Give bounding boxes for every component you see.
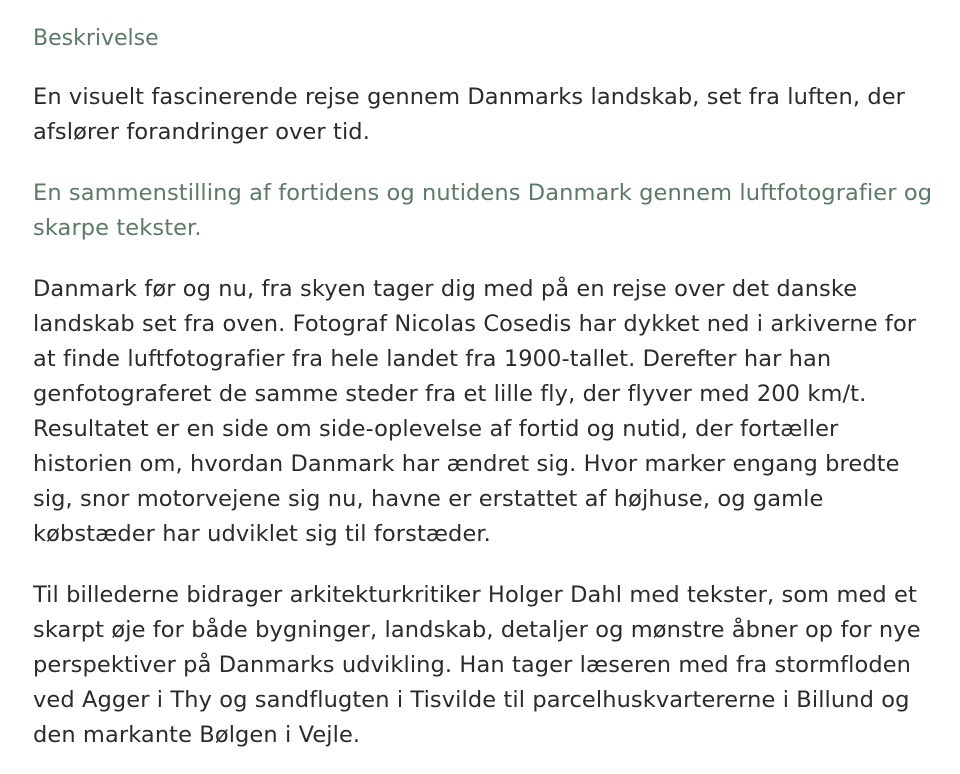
body-paragraph-2: Til billederne bidrager arkitekturkritiker Holger Dahl med tekster, som med et skarpt øje for både bygninger, landskab, detaljer og mønstre åbner op for nye perspektiver på Danmarks udvikling. Han tager læseren med fra stormfloden ved Agger i Thy og sandflugten i Tisvilde til parcelhuskvartererne i Billund og den markante Bølgen i Vejle. (33, 582, 921, 748)
body-paragraph-1: Danmark før og nu, fra skyen tager dig med på en rejse over det danske landskab set fra oven. Fotograf Nicolas Cosedis har dykket ned i arkiverne for at finde luftfotografier fra hele landet fra 1900-tallet. Derefter har han genfotograferet de samme steder fra et lille fly, der flyver med 200 km/t. Resultatet er en side om side-oplevelse af fortid og nutid, der fortæller historien om, hvordan Danmark har ændret sig. Hvor marker engang bredte sig, snor motorvejene sig nu, havne er erstattet af højhuse, og gamle købstæder har udviklet sig til forstæder. (33, 276, 917, 547)
tagline-paragraph: En sammenstilling af fortidens og nutidens Danmark gennem luftfotografier og skarpe tekster. (33, 180, 933, 241)
intro-paragraph: En visuelt fascinerende rejse gennem Danmarks landskab, set fra luften, der afslører forandringer over tid. (33, 84, 906, 145)
section-heading: Beskrivelse (33, 26, 159, 51)
